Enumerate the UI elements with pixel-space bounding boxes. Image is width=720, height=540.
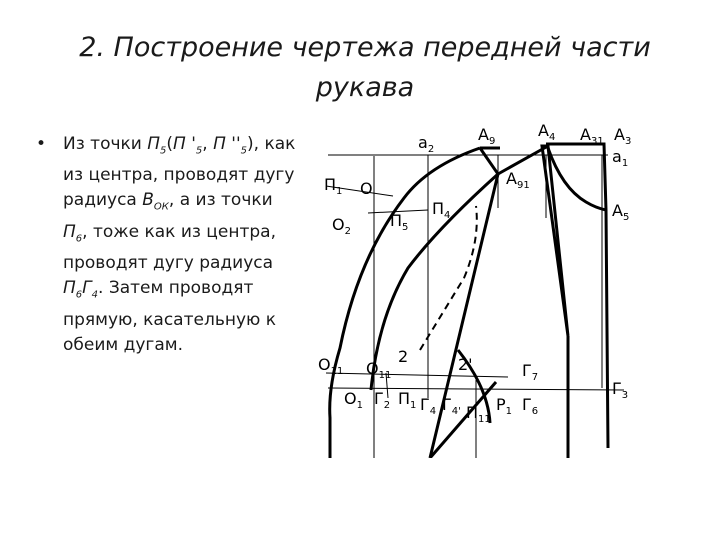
label-G2: $Г_2$ — [374, 389, 391, 411]
label-2-prime: 2' — [458, 355, 473, 374]
label-P5: $П_5$ — [390, 211, 409, 233]
label-O2: $О_2$ — [332, 215, 351, 237]
label-R1: $Р_1$ — [496, 395, 513, 417]
label-A31: $А_{31}$ — [580, 125, 604, 147]
label-O11: $О_{11}$ — [366, 359, 392, 381]
label-O11-left: $О_{11}$ — [318, 355, 344, 377]
dashed-tangent-line — [420, 206, 477, 350]
bullet-text: Из точки $П_5(П$ '$_5$, П ''$_5$), как из центра, проводят дугу радиуса $В_{ОК}$, а из точки $П_6$, тоже как из центра, проводят дугу радиуса $П_6Г_4$. Затем проводят прямую, касательную к обеим дугам. — [63, 134, 296, 355]
label-A9: $А_9$ — [478, 125, 496, 147]
label-a1: $а_1$ — [612, 147, 629, 169]
label-A3: $А_3$ — [614, 125, 632, 147]
label-P1-top: $П_1$ — [324, 175, 343, 197]
label-Pi1: $П_1$ — [398, 389, 417, 411]
sleeve-pattern-drawing — [318, 118, 648, 458]
label-G3: $Г_3$ — [612, 379, 629, 401]
label-G4-prime: $Г_{4'}$ — [442, 395, 461, 417]
bullet-marker: • — [36, 134, 47, 154]
label-G4: $Г_4$ — [420, 395, 437, 417]
top-right-arc — [548, 148, 606, 210]
label-G7: $Г_7$ — [522, 361, 539, 383]
label-G6: $Г_6$ — [522, 395, 539, 417]
label-P11: $П_{11}$ — [466, 403, 491, 425]
label-O: О — [360, 179, 373, 198]
label-2: 2 — [398, 347, 409, 366]
label-O1: $О_1$ — [344, 389, 363, 411]
bullet-list — [36, 132, 298, 358]
label-A91: $А_{91}$ — [506, 169, 530, 191]
label-a2: $а_2$ — [418, 133, 435, 155]
label-P4: $П_4$ — [432, 199, 451, 221]
label-A5: $А_5$ — [612, 201, 630, 223]
label-A4: $А_4$ — [538, 121, 556, 143]
slide-title: 2. Построение чертежа передней части рукава — [79, 32, 651, 103]
